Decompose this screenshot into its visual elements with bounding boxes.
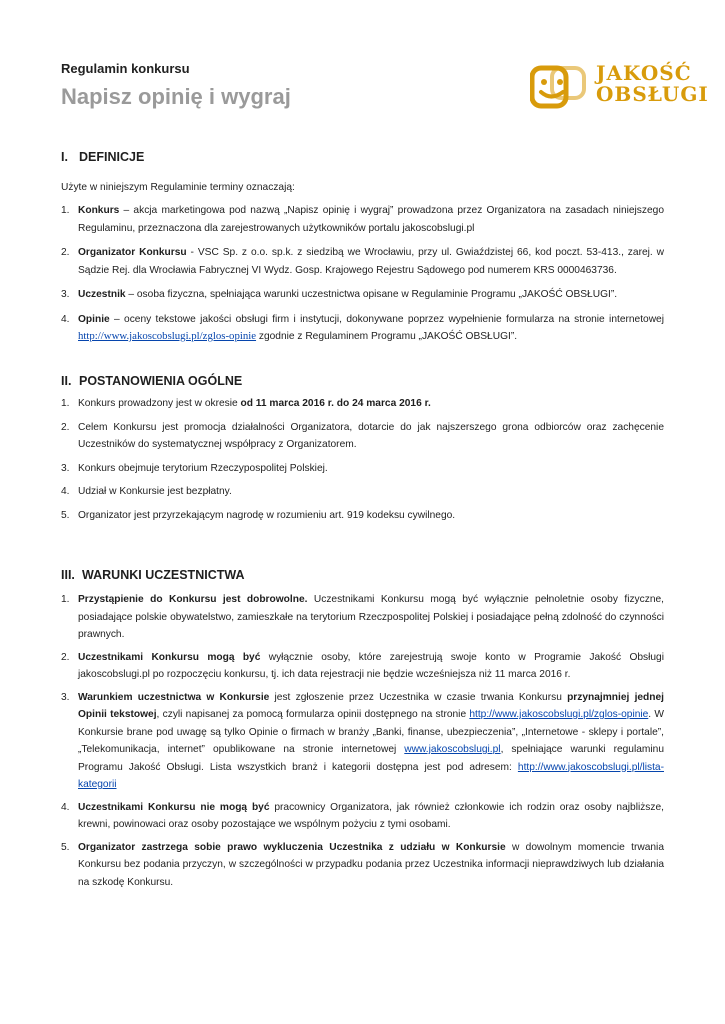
section-heading: III. WARUNKI UCZESTNICTWA: [61, 568, 245, 582]
logo-mark-icon: [530, 65, 586, 111]
list-item: 4. Udział w Konkursie jest bezpłatny.: [61, 486, 232, 497]
homepage-link[interactable]: www.jakoscobslugi.pl: [404, 744, 501, 755]
list-item: 1. Konkurs – akcja marketingowa pod nazwą „Napisz opinię i wygraj” prowadzona przez Organizatora na zasadach niniejszego Regulaminu, przeznaczona dla zarejestrowanych użytkowników portalu jakoscobslugi.pl: [61, 205, 664, 234]
opinion-form-link[interactable]: http://www.jakoscobslugi.pl/zglos-opinie: [78, 330, 257, 342]
section-heading: II. POSTANOWIENIA OGÓLNE: [61, 374, 243, 388]
section-postanowienia: [61, 374, 664, 524]
section-heading: I. DEFINICJE: [61, 150, 145, 164]
list-item: 5. Organizator zastrzega sobie prawo wykluczenia Uczestnika z udziału w Konkursie w dowolnym momencie trwania Konkursu bez podania przyczyn, w szczególności w przypadku podania przez Uczestnika informacji nieprawdziwych lub działania na szkodę Konkursu.: [61, 841, 664, 888]
document-title: Napisz opinię i wygraj: [61, 84, 291, 109]
list-item: 1. Konkurs prowadzony jest w okresie od 11 marca 2016 r. do 24 marca 2016 r.: [61, 398, 431, 409]
list-item: 2. Uczestnikami Konkursu mogą być wyłącznie osoby, które zarejestrują swoje konto w Programie Jakość Obsługi jakoscobslugi.pl po rozpoczęciu konkursu, tj. ich data rejestracji nie będzie wcześniejsza niż 11 marca 2016 r.: [61, 651, 664, 680]
section-warunki: [61, 568, 664, 891]
list-item: 3. Warunkiem uczestnictwa w Konkursie jest zgłoszenie przez Uczestnika w czasie trwania Konkursu przynajmniej jednej Opinii tekstowej, czyli napisanej za pomocą formularza opinii dostępnego na stronie http://www.jakoscobslugi.pl/zglos-opinie. W Konkursie brane pod uwagę są tylko Opinie o firmach w branży „Banki, finanse, ubezpieczenia”, „Internetowe - sklepy i portale”, „Telekomunikacja, internet” opublikowane na stronie internetowej www.jakoscobslugi.pl, spełniające warunki regulaminu Programu Jakość Obsługi. Lista wszystkich branż i kategorii dostępna jest pod adresem: http://www.jakoscobslugi.pl/lista-kategorii: [61, 691, 665, 790]
list-item: 4. Uczestnikami Konkursu nie mogą być pracownicy Organizatora, jak również członkowie ich rodzin oraz osoby najbliższe, krewni, powinowaci oraz osoby pozostające we wspólnym pożyciu z tymi osobami.: [61, 801, 664, 830]
section-intro: Użyte w niniejszym Regulaminie terminy oznaczają:: [61, 182, 295, 193]
list-item: 2. Organizator Konkursu - VSC Sp. z o.o. sp.k. z siedzibą we Wrocławiu, przy ul. Gwiaździstej 66, kod poczt. 53-413., zarej. w Sądzie Rej. dla Wrocławia Fabrycznej VI Wydz. Gosp. Krajowego Rejestru Sądowego pod numerem KRS 0000463736.: [61, 247, 664, 276]
list-item: 3. Uczestnik – osoba fizyczna, spełniająca warunki uczestnictwa opisane w Regulaminie Programu „JAKOŚĆ OBSŁUGI”.: [61, 289, 618, 300]
logo: [530, 61, 709, 117]
list-item: 3. Konkurs obejmuje terytorium Rzeczypospolitej Polskiej.: [61, 462, 328, 474]
document-kicker: Regulamin konkursu: [61, 61, 190, 76]
opinion-form-link[interactable]: http://www.jakoscobslugi.pl/zglos-opinie: [469, 709, 649, 720]
category-list-link[interactable]: http://www.jakoscobslugi.pl/lista-kategorii: [78, 761, 664, 790]
list-item: 1. Przystąpienie do Konkursu jest dobrowolne. Uczestnikami Konkursu mogą być wyłącznie pełnoletnie osoby fizyczne, posiadające polskie obywatelstwo, zamieszkałe na terytorium Rzeczpospolitej Polskiej i posiadające pełną zdolność do czynności prawnych.: [61, 594, 664, 640]
logo-line1: JAKOŚĆ: [596, 61, 692, 85]
list-item: 4. Opinie – oceny tekstowe jakości obsługi firm i instytucji, dokonywane poprzez wypełnienie formularza na stronie internetowej http://www.jakoscobslugi.pl/zglos-opinie zgodnie z Regulaminem Programu „JAKOŚĆ OBSŁUGI”.: [61, 313, 664, 342]
list-item: 2. Celem Konkursu jest promocja działalności Organizatora, dotarcie do jak najszerszego grona odbiorców oraz zachęcenie Uczestników do systematycznej współpracy z Organizatorem.: [61, 421, 664, 450]
list-item: 5. Organizator jest przyrzekającym nagrodę w rozumieniu art. 919 kodeksu cywilnego.: [61, 509, 456, 521]
section-definicje: [61, 150, 664, 346]
logo-line2: OBSŁUGI: [596, 82, 709, 106]
